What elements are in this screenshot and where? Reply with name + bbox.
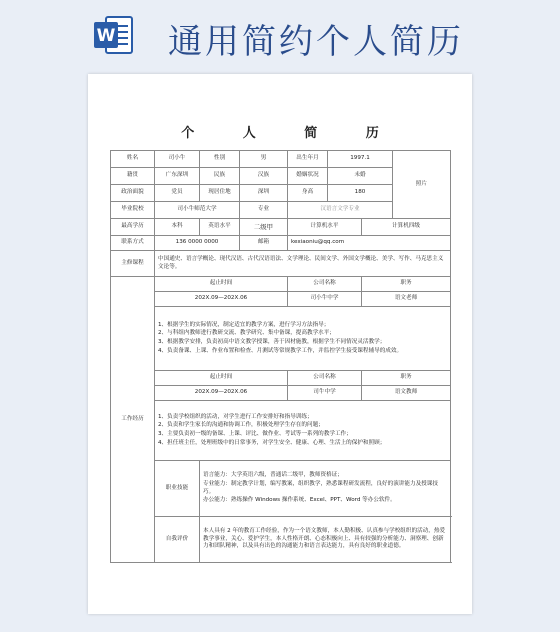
word-icon-letter: W [96, 26, 116, 46]
work-col-position: 职务 [362, 277, 451, 292]
resume-title: 个 人 简 历 [181, 126, 401, 141]
origin-value: 广东深圳 [155, 168, 200, 185]
row-work-header-2 [111, 371, 451, 386]
degree-label: 最高学历 [111, 219, 155, 236]
job-1-duty: 1、根据学生的实际情况，制定适宜的教学方案，进行学习方法指导； [158, 321, 330, 328]
computer-label: 计算机水平 [288, 219, 362, 236]
job-2-duty: 3、主要负责初一级的备课、上课、评比、做作业、考试等一系列的教学工作； [158, 431, 352, 437]
work-col-position-2: 职务 [362, 371, 451, 386]
resume-page [88, 74, 472, 614]
skill-line: 专业能力：制定教学计划，编写教案，组织教学，熟悉课程研发流程，良好的演讲能力及授课技巧。 [203, 480, 438, 495]
degree-value: 本科 [155, 219, 200, 236]
origin-label: 籍贯 [111, 168, 155, 185]
row-job-1 [111, 292, 451, 307]
row-degree [111, 219, 451, 236]
major-label: 专业 [240, 202, 288, 219]
row-job-2-duties [111, 401, 451, 461]
height-value: 180 [328, 185, 393, 202]
english-label: 英语水平 [200, 219, 240, 236]
courses-label: 主修课程 [111, 251, 155, 277]
skill-line: 语言能力：大学英语六级，普通话二级甲，教师资格证； [203, 472, 343, 479]
job-2-position: 语文教师 [362, 386, 451, 401]
job-2-duty: 4、担任班主任，处理班级中的日常事务，对学生安全、健康、心理、生活上的保护和照顾； [158, 439, 386, 446]
gender-value: 男 [240, 151, 288, 168]
job-2-company: 司牛中学 [288, 386, 362, 401]
word-document-icon [92, 13, 136, 57]
job-2-duty: 1、负责学校组织的活动，对学生进行工作安排好和指导训练； [158, 413, 313, 420]
row-contact [111, 236, 451, 251]
contact-label: 联系方式 [111, 236, 155, 251]
school-label: 毕业院校 [111, 202, 155, 219]
job-1-duties [155, 307, 451, 371]
job-2-duties [155, 401, 451, 461]
row-evaluation [111, 517, 451, 563]
skills-label: 职业技能 [155, 461, 200, 517]
job-1-company: 司小牛中学 [288, 292, 362, 307]
work-col-time: 起止时间 [155, 277, 288, 292]
computer-value: 计算机四级 [362, 219, 451, 236]
school-value: 司小牛师范大学 [155, 202, 240, 219]
height-label: 身高 [288, 185, 328, 202]
row-skills [111, 461, 451, 517]
row-job-1-duties [111, 307, 451, 371]
email-value: kexiaoniu@qq.com [288, 236, 451, 251]
political-label: 政治面貌 [111, 185, 155, 202]
ethnic-label: 民族 [200, 168, 240, 185]
residence-label: 现居住地 [200, 185, 240, 202]
political-value: 党员 [155, 185, 200, 202]
job-1-position: 语文老师 [362, 292, 451, 307]
marital-value: 未婚 [328, 168, 393, 185]
marital-label: 婚姻状况 [288, 168, 328, 185]
ethnic-value: 汉族 [240, 168, 288, 185]
evaluation-text: 本人具有 2 年的教育工作经验，作为一个语文教师，本人勤积极、认真参与学校组织的活动，热爱教学事业，关心、爱护学生，本人性格开朗、心态积极向上、具有较强的分析能力、洞察理、创新力和团队精神，以及具有出色的沟通能力和语言表达能力，具有良好的职业道德。 [200, 517, 451, 563]
skills-text [200, 461, 451, 517]
gender-label: 性别 [200, 151, 240, 168]
phone-value: 136 0000 0000 [155, 236, 240, 251]
major-value: 汉语言文学专业 [288, 202, 393, 219]
work-col-time-2: 起止时间 [155, 371, 288, 386]
job-2-duty: 2、负责和学生家长的沟通和协调工作，积极处理学生存在的问题； [158, 422, 324, 429]
residence-value: 深圳 [240, 185, 288, 202]
name-value: 司小牛 [155, 151, 200, 168]
job-1-duty: 4、负责备课、上课、作业布置和检查、月测试等常规教学工作，并监控学生接受课程辅导的成效。 [158, 347, 403, 354]
job-2-time: 202X.09—202X.06 [155, 386, 288, 401]
job-1-time: 202X.09—202X.06 [155, 292, 288, 307]
evaluation-label: 自我评价 [155, 517, 200, 563]
job-1-duty: 2、与科组内教师进行教研交流、教学研究、集中备课，提高教学水平； [158, 330, 335, 337]
skill-line: 办公能力：熟练操作 Windows 操作系统、Excel、PPT、Word 等办公软件。 [203, 497, 396, 504]
resume-table [110, 150, 451, 563]
row-work-header-1 [111, 277, 451, 292]
name-label: 姓名 [111, 151, 155, 168]
banner-header [0, 0, 560, 70]
photo-box: 照片 [393, 151, 451, 219]
courses-text: 中国通史、语言学概论、现代汉语、古代汉语语法、文学理论、民间文学、外国文学概论、美学、写作、马克思主义文论等。 [155, 251, 451, 277]
row-job-2 [111, 386, 451, 401]
english-value: 二级甲 [240, 219, 288, 236]
birth-label: 出生年月 [288, 151, 328, 168]
row-courses [111, 251, 451, 277]
work-label: 工作经历 [111, 277, 155, 563]
work-col-company-2: 公司名称 [288, 371, 362, 386]
birth-value: 1997.1 [328, 151, 393, 168]
row-name [111, 151, 451, 168]
work-col-company: 公司名称 [288, 277, 362, 292]
email-label: 邮箱 [240, 236, 288, 251]
banner-title: 通用简约个人简历 [168, 22, 464, 62]
job-1-duty: 3、根据教学安排，负责初高中语文教学授课，善于因材施教，根据学生不同情况灵活教学； [158, 339, 386, 345]
